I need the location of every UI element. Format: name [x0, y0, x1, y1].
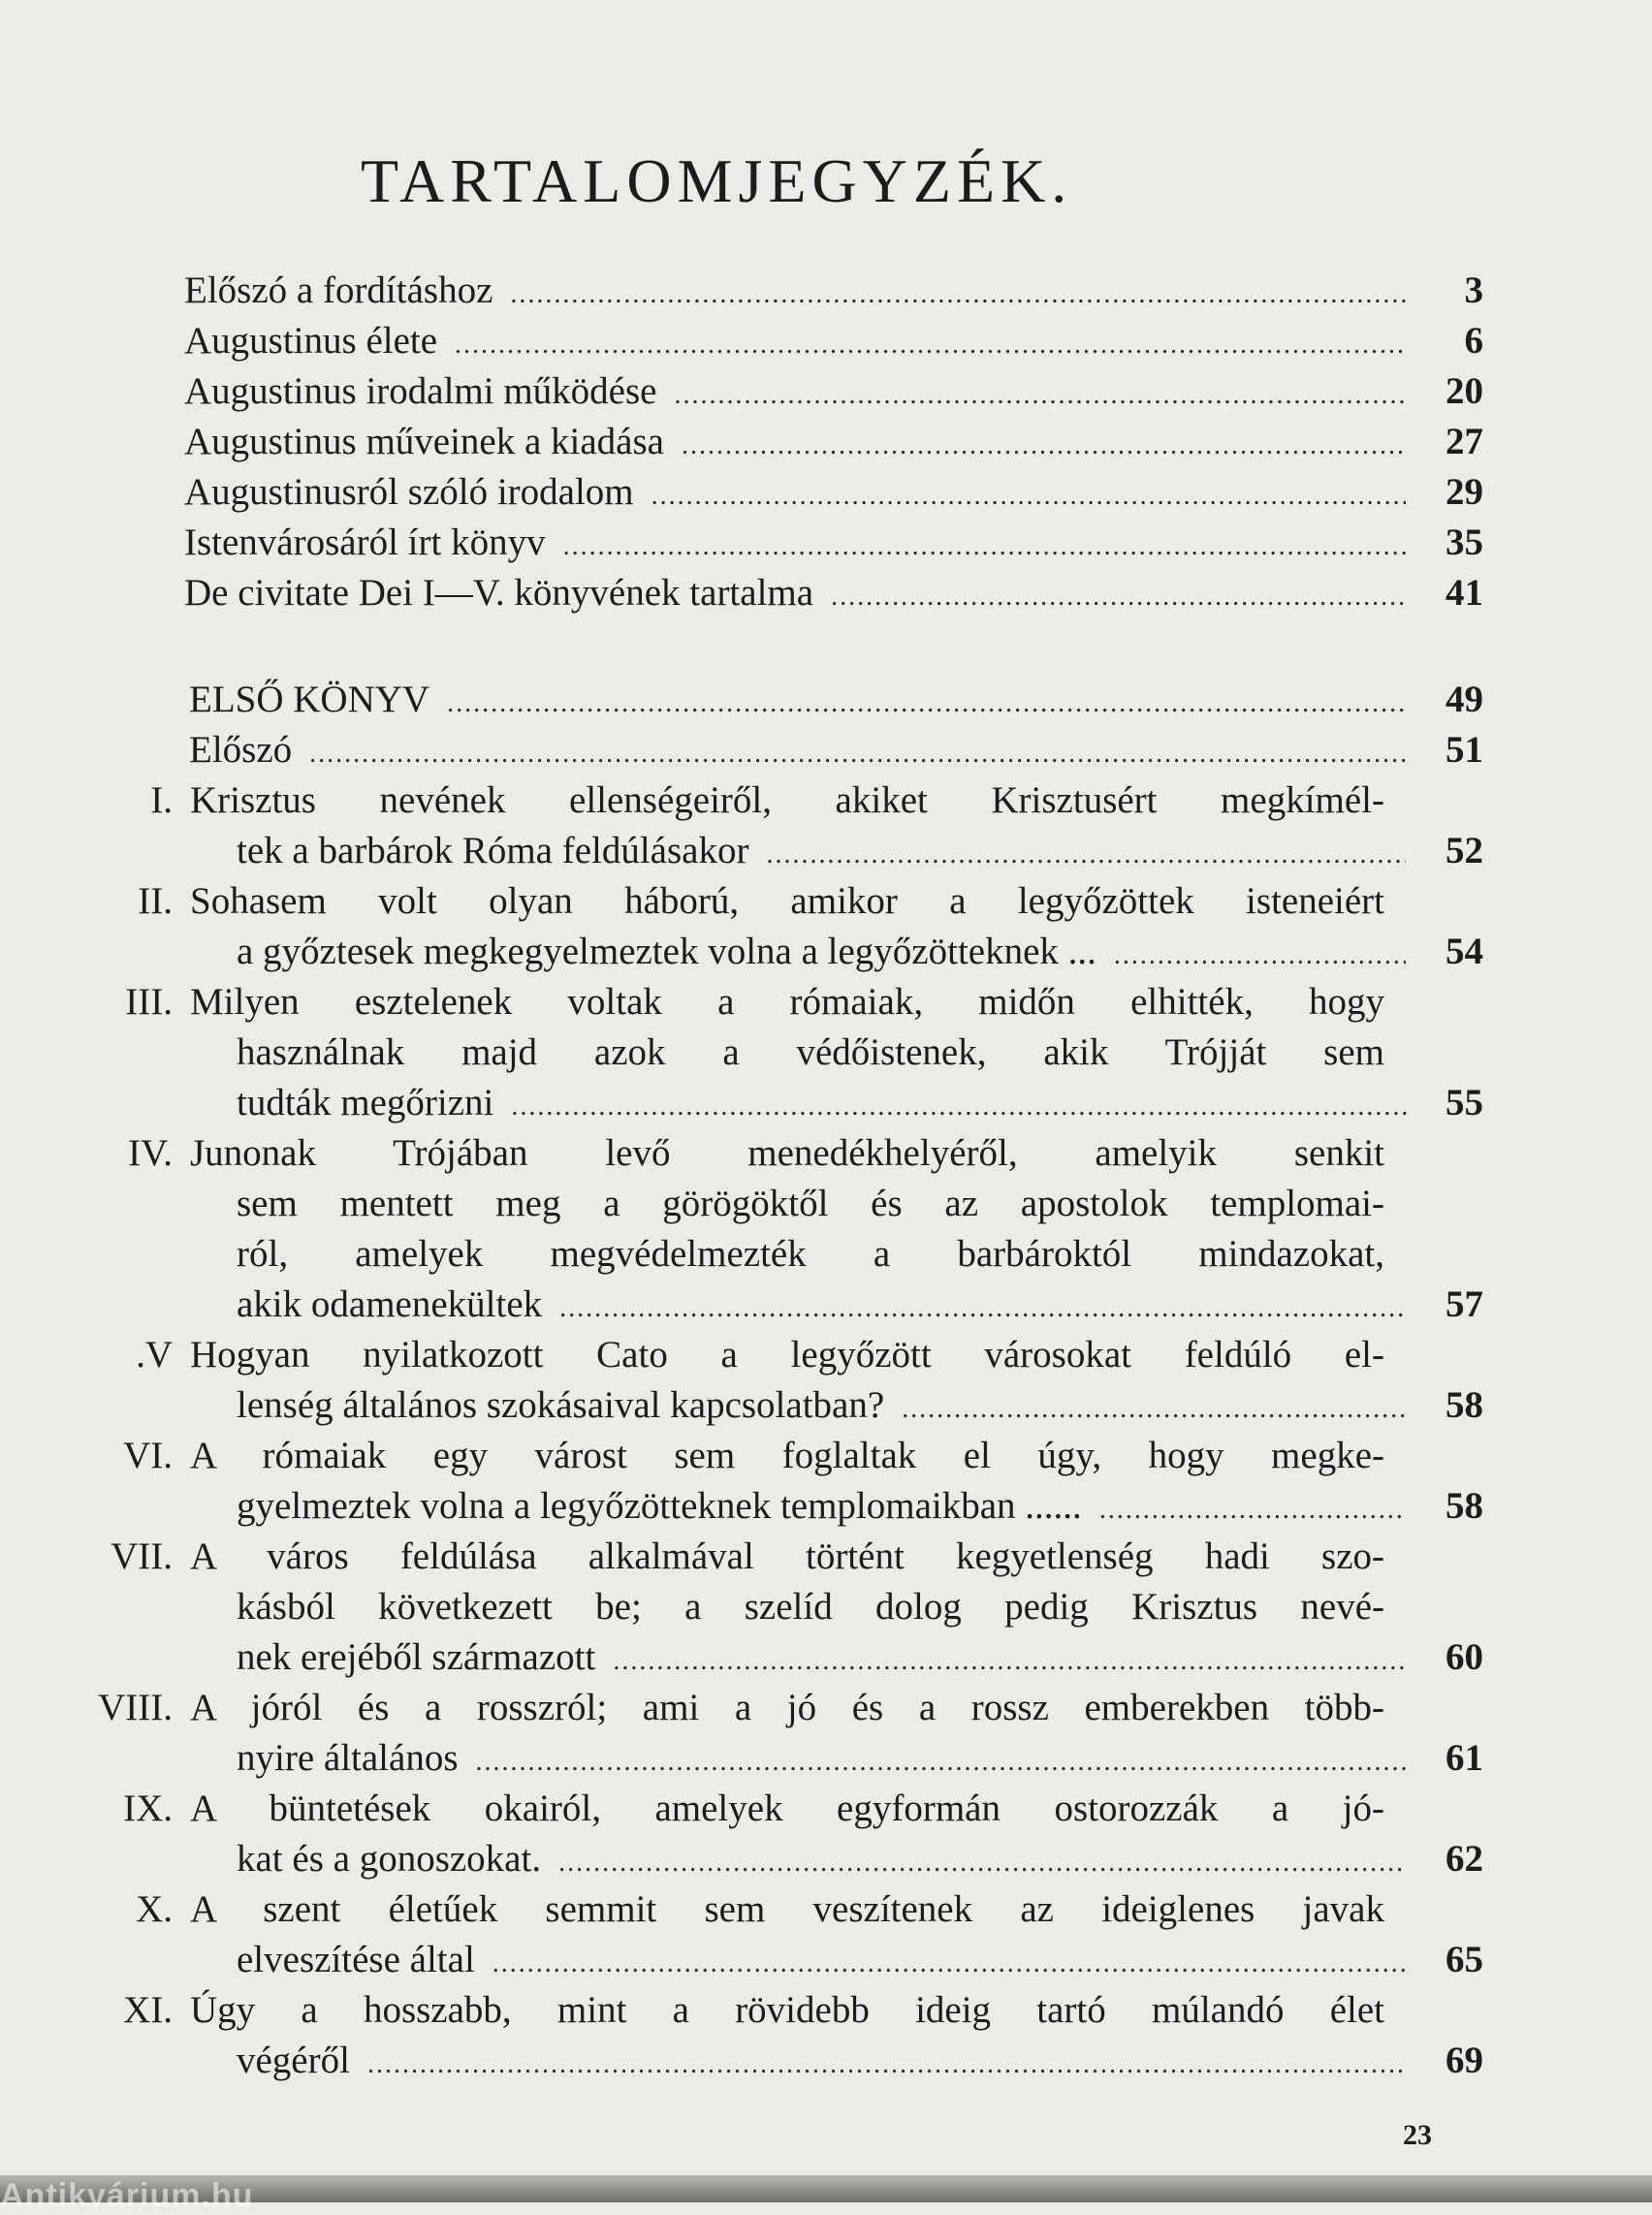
leader-dots	[492, 1939, 1406, 1989]
leader-dots	[367, 2040, 1406, 2090]
chapter-last-line	[237, 1380, 1483, 1431]
chapter-number: XI.	[123, 1989, 173, 2031]
chapter-number: X.	[136, 1888, 173, 1930]
toc-entry	[184, 518, 1483, 568]
chapter-title-line: A rómaiak egy várost sem foglaltak el úgy, hogy megke-	[190, 1435, 1384, 1476]
entry-title: nek erejéből származott	[237, 1636, 596, 1678]
entry-title: lenség általános szokásaival kapcsolatban?	[237, 1384, 885, 1426]
toc-entry	[184, 467, 1483, 518]
entry-page-number: 52	[1446, 830, 1483, 871]
entry-page-number: 3	[1464, 269, 1483, 311]
chapter-last-line	[237, 1280, 1483, 1330]
entry-title: elveszítése által	[237, 1939, 475, 1980]
leader-dots	[1114, 931, 1406, 981]
chapter-last-line	[237, 1632, 1483, 1683]
entry-page-number: 35	[1446, 522, 1483, 563]
entry-title: nyire általános	[237, 1737, 459, 1779]
entry-title: végéről	[237, 2040, 350, 2081]
chapter-title-line: Hogyan nyilatkozott Cato a legyőzött városokat feldúló el-	[190, 1334, 1384, 1376]
entry-title: Istenvárosáról írt könyv	[184, 522, 546, 563]
leader-dots	[476, 1737, 1407, 1788]
entry-page-number: 58	[1446, 1384, 1483, 1426]
leader-dots	[674, 370, 1406, 421]
chapter-title-line: Milyen esztelenek voltak a rómaiak, midőn elhitték, hogy	[190, 981, 1384, 1023]
chapter-number: VIII.	[98, 1687, 173, 1728]
entry-title: Augustinus irodalmi működése	[184, 370, 657, 412]
chapter-last-line	[237, 826, 1483, 876]
toc-entry	[184, 417, 1483, 467]
entry-page-number: 51	[1446, 729, 1483, 771]
entry-page-number: 27	[1446, 421, 1483, 462]
entry-title: De civitate Dei I—V. könyvének tartalma	[184, 572, 814, 614]
entry-page-number: 41	[1446, 572, 1483, 614]
entry-page-number: 58	[1446, 1485, 1483, 1527]
chapter-number: II.	[138, 880, 173, 922]
chapter-number: IV.	[128, 1132, 173, 1174]
entry-page-number: 62	[1446, 1838, 1483, 1880]
page-number: 23	[1403, 2119, 1432, 2151]
chapter-last-line	[237, 2036, 1483, 2086]
leader-dots	[559, 1283, 1406, 1334]
chapter-title-line: Junonak Trójában levő menedékhelyéről, amelyik senkit	[190, 1132, 1384, 1174]
leader-dots	[766, 830, 1406, 880]
chapter-title-line: ról, amelyek megvédelmezték a barbároktól mindazokat,	[237, 1233, 1384, 1275]
leader-dots	[558, 1838, 1406, 1888]
leader-dots	[447, 679, 1406, 729]
leader-dots	[563, 522, 1406, 572]
leader-dots	[309, 729, 1406, 779]
chapter-title-line: A szent életűek semmit sem veszítenek az ideiglenes javak	[190, 1888, 1384, 1930]
chapter-number: III.	[125, 981, 173, 1023]
chapter-title-line: A város feldúlása alkalmával történt kegyetlenség hadi szo-	[190, 1535, 1384, 1577]
entry-title: Augustinus műveinek a kiadása	[184, 421, 664, 462]
entry-title: gyelmeztek volna a legyőzötteknek templomaikban ......	[237, 1485, 1082, 1527]
entry-page-number: 20	[1446, 370, 1483, 412]
chapter-last-line	[237, 1481, 1483, 1532]
leader-dots	[455, 320, 1406, 370]
entry-page-number: 61	[1446, 1737, 1483, 1779]
chapter-number: I.	[150, 779, 173, 821]
toc-entry	[184, 568, 1483, 618]
entry-title: tudták megőrizni	[237, 1082, 494, 1123]
chapter-title-line: Úgy a hosszabb, mint a rövidebb ideig tartó múlandó élet	[190, 1989, 1384, 2031]
entry-page-number: 69	[1446, 2040, 1483, 2081]
toc-entry	[184, 366, 1483, 417]
chapter-number: VII.	[111, 1535, 173, 1577]
chapter-number: IX.	[123, 1788, 173, 1829]
page-title: TARTALOMJEGYZÉK.	[361, 146, 1073, 215]
entry-page-number: 49	[1446, 679, 1483, 720]
chapter-number: VI.	[123, 1435, 173, 1476]
chapter-last-line	[237, 1733, 1483, 1784]
leader-dots	[1099, 1485, 1406, 1535]
toc-entry	[184, 316, 1483, 366]
chapter-last-line	[237, 1078, 1483, 1128]
watermark-text: Antikvárium.hu	[0, 2177, 254, 2214]
chapter-title-line: sem mentett meg a görögöktől és az apostolok templomai-	[237, 1183, 1384, 1224]
toc-entry	[184, 266, 1483, 316]
entry-page-number: 6	[1464, 320, 1483, 362]
leader-dots	[510, 269, 1406, 320]
toc-entry	[189, 725, 1483, 775]
entry-title: akik odamenekültek	[237, 1283, 543, 1325]
entry-title: Augustinus élete	[184, 320, 438, 362]
chapter-title-line: A jóról és a rosszról; ami a jó és a rossz emberekben több-	[190, 1687, 1384, 1728]
entry-page-number: 60	[1446, 1636, 1483, 1678]
chapter-title-line: kásból következett be; a szelíd dolog pedig Krisztus nevé-	[237, 1586, 1384, 1628]
chapter-title-line: használnak majd azok a védőistenek, akik Trójját sem	[237, 1031, 1384, 1073]
leader-dots	[902, 1384, 1406, 1435]
toc-entry	[189, 675, 1483, 725]
chapter-title-line: Sohasem volt olyan háború, amikor a legyőzöttek isteneiért	[190, 880, 1384, 922]
entry-page-number: 54	[1446, 931, 1483, 972]
leader-dots	[613, 1636, 1406, 1687]
leader-dots	[831, 572, 1406, 622]
entry-title: kat és a gonoszokat.	[237, 1838, 542, 1880]
chapter-last-line	[237, 1935, 1483, 1985]
chapter-last-line	[237, 927, 1483, 977]
entry-page-number: 57	[1446, 1283, 1483, 1325]
chapter-title-line: A büntetések okairól, amelyek egyformán ostorozzák a jó-	[190, 1788, 1384, 1829]
chapter-last-line	[237, 1834, 1483, 1884]
chapter-number: .V	[136, 1334, 173, 1376]
entry-title: a győztesek megkegyelmeztek volna a legyőzötteknek ...	[237, 931, 1096, 972]
leader-dots	[682, 421, 1406, 471]
entry-title: ELSŐ KÖNYV	[189, 679, 430, 720]
entry-page-number: 55	[1446, 1082, 1483, 1123]
entry-title: tek a barbárok Róma feldúlásakor	[237, 830, 749, 871]
entry-page-number: 65	[1446, 1939, 1483, 1980]
leader-dots	[651, 471, 1406, 522]
entry-title: Augustinusról szóló irodalom	[184, 471, 634, 513]
leader-dots	[511, 1082, 1406, 1132]
chapter-title-line: Krisztus nevének ellenségeiről, akiket Krisztusért megkímél-	[190, 779, 1384, 821]
entry-title: Előszó a fordításhoz	[184, 269, 493, 311]
entry-title: Előszó	[189, 729, 293, 771]
entry-page-number: 29	[1446, 471, 1483, 513]
